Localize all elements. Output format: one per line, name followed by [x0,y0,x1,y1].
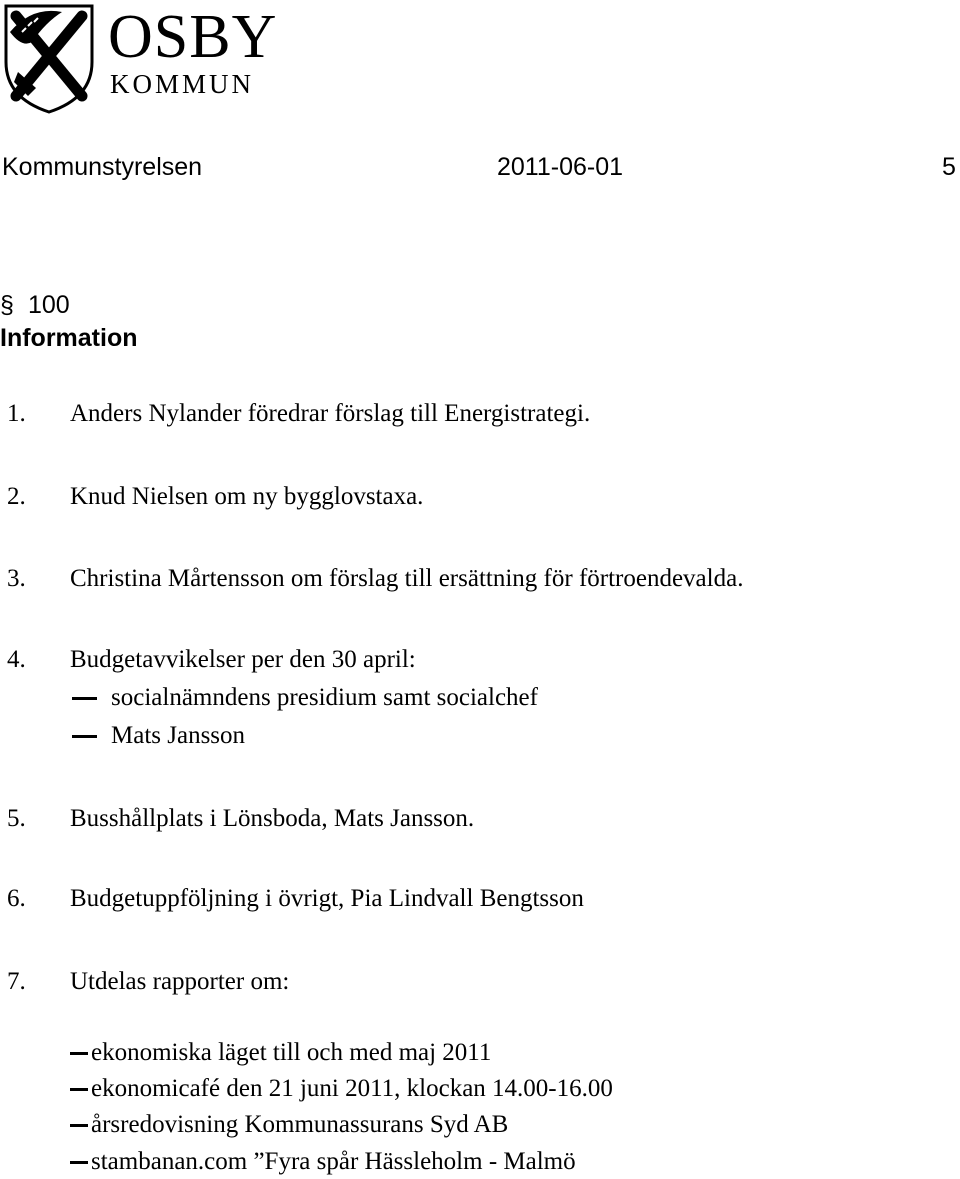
list-item: Busshållplats i Lönsboda, Mats Jansson. [70,805,475,832]
section-number-value: 100 [28,291,70,319]
dash-bullet [70,1052,88,1055]
list-item: Budgetavvikelser per den 30 april: [70,646,416,673]
section-title: Information [0,324,138,352]
list-item-number: 5. [7,805,26,832]
document-date: 2011-06-01 [497,153,624,181]
coat-of-arms-icon [2,2,96,114]
list-item-number: 7. [7,968,26,995]
list-item: Budgetuppföljning i övrigt, Pia Lindvall Bengtsson [70,885,584,912]
list-item-number: 3. [7,565,26,592]
list-item-number: 1. [7,400,26,427]
sub-list-item: ekonomiska läget till och med maj 2011 [91,1039,492,1066]
logo-name: OSBY [108,3,278,71]
sub-list-item: stambanan.com ”Fyra spår Hässleholm - Malmö [91,1148,576,1175]
dash-bullet [70,1124,88,1127]
list-item: Knud Nielsen om ny bygglovstaxa. [70,483,424,510]
page-number: 5 [942,153,956,181]
list-item: Utdelas rapporter om: [70,968,290,995]
paragraph-sign: § [0,291,14,319]
list-item-number: 6. [7,885,26,912]
osby-kommun-logo [2,2,96,114]
dash-bullet [72,697,97,700]
sub-list-item: socialnämndens presidium samt socialchef [111,684,538,711]
list-item-number: 2. [7,483,26,510]
section-number [0,290,70,320]
dash-bullet [70,1161,88,1164]
document-body-name: Kommunstyrelsen [2,153,203,181]
logo-subtitle: KOMMUN [110,69,255,99]
sub-list-item: årsredovisning Kommunassurans Syd AB [91,1111,509,1138]
list-item: Anders Nylander föredrar förslag till Energistrategi. [70,400,591,427]
list-item: Christina Mårtensson om förslag till ersättning för förtroendevalda. [70,565,744,592]
list-item-number: 4. [7,646,26,673]
sub-list-item: ekonomicafé den 21 juni 2011, klockan 14.00-16.00 [91,1075,613,1102]
sub-list-item: Mats Jansson [111,722,246,749]
dash-bullet [72,735,97,738]
dash-bullet [70,1088,88,1091]
